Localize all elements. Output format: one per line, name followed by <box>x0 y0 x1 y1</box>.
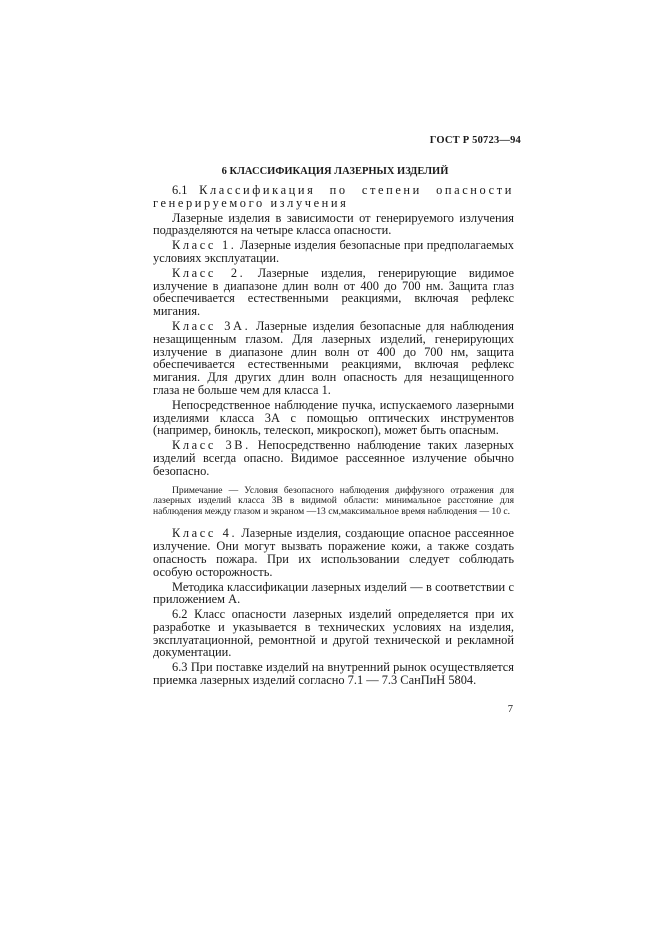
paragraph-class-1 <box>153 239 514 265</box>
document-body <box>153 184 514 689</box>
class-text: Лазерные изделия безопасные для наблюдения незащищенным глазом. Для лазерных изделий, генерирующих излучение в диапазоне длин волн от 400 до 700 нм, защита обеспечивается естественными реакциями, включая рефлекс мигания. Для других длин волн опасность для незащищенного глаза не больше чем для класса 1. <box>153 318 514 397</box>
document-header: ГОСТ Р 50723—94 <box>429 135 521 146</box>
paragraph-class-2 <box>153 267 514 318</box>
page-number: 7 <box>507 704 513 715</box>
class-label: Класс 3А. <box>172 318 251 333</box>
class-text: Лазерные изделия безопасные при предполагаемых условиях эксплуатации. <box>153 238 514 265</box>
class-label: Класс 4. <box>172 526 238 541</box>
paragraph-6-3: 6.3 При поставке изделий на внутренний рынок осуществляется приемка лазерных изделий согласно 7.1 — 7.3 СанПиН 5804. <box>153 660 514 688</box>
clause-heading: Классификация по степени опасности генерируемого излучения <box>153 183 514 210</box>
section-title: 6 КЛАССИФИКАЦИЯ ЛАЗЕРНЫХ ИЗДЕЛИЙ <box>221 166 449 177</box>
class-text: Непосредственно наблюдение таких лазерных изделий всегда опасно. Видимое рассеянное излучение обычно безопасно. <box>153 438 514 478</box>
paragraph-methodology: Методика классификации лазерных изделий — в соответствии с приложением А. <box>153 579 514 607</box>
paragraph-class-3a <box>153 320 514 397</box>
class-label: Класс 1. <box>172 238 237 253</box>
paragraph-6-2: 6.2 Класс опасности лазерных изделий определяется при их разработке и указывается в технических условиях на изделия, эксплуатационной, ремонтной и другой технической и рекламной документации. <box>153 607 514 660</box>
paragraph-class-4 <box>153 527 514 578</box>
paragraph-6-1-heading <box>153 184 514 210</box>
clause-number: 6.1 <box>172 183 188 197</box>
paragraph-class-3b <box>153 439 514 477</box>
class-label: Класс 3В. <box>172 438 251 453</box>
paragraph-direct-observation: Непосредственное наблюдение пучка, испускаемого лазерными изделиями класса 3А с помощью оптических инструментов (например, бинокль, телескоп, микроскоп), может быть опасным. <box>153 397 514 438</box>
note: Примечание — Условия безопасного наблюдения диффузного отражения для лазерных изделий класса 3В в видимой области: минимальное расстояние для наблюдения между глазом и экраном —13 см,максимальное время наблюдения — 10 с. <box>153 484 514 517</box>
paragraph-classes-intro: Лазерные изделия в зависимости от генерируемого излучения подразделяются на четыре класса опасности. <box>153 210 514 238</box>
class-text: Лазерные изделия, создающие опасное рассеянное излучение. Они могут вызвать поражение кожи, а также создать опасность пожара. При их использовании следует соблюдать особую осторожность. <box>153 526 514 579</box>
class-label: Класс 2. <box>172 265 246 280</box>
class-text: Лазерные изделия, генерирующие видимое излучение в диапазоне длин волн от 400 до 700 нм. Защита глаз обеспечивается естественными реакциями, включая рефлекс мигания. <box>153 265 514 319</box>
